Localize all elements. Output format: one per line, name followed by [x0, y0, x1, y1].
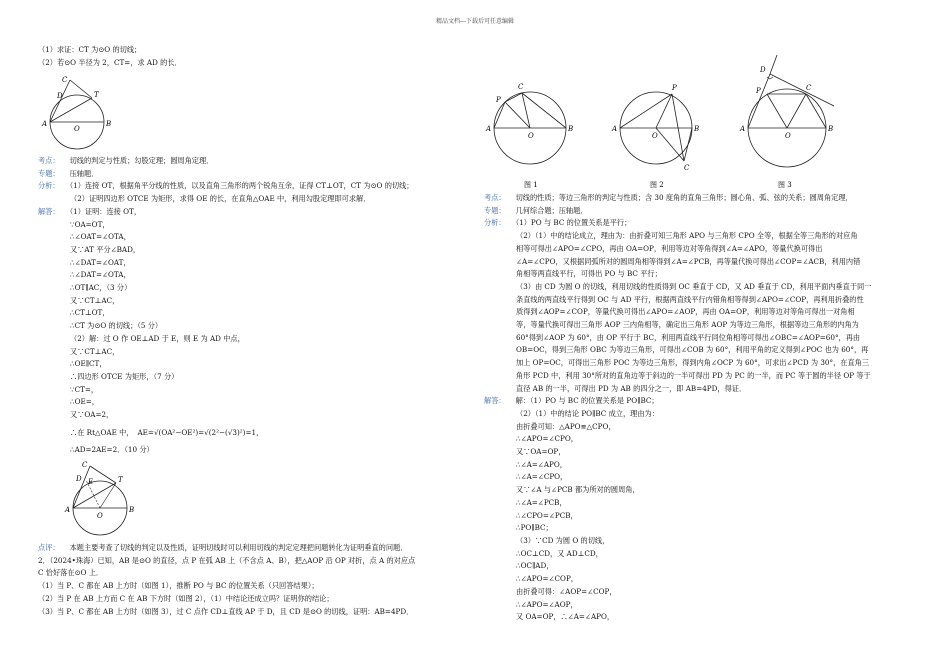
- label-d: D: [760, 66, 766, 74]
- label-b: B: [828, 125, 834, 133]
- sol-line: （2）解：过 O 作 OE⊥AD 于 E，则 E 为 AD 中点，: [70, 333, 245, 343]
- sol-line: 解：（1）PO 与 BC 的位置关系是 PO∥BC；: [515, 396, 659, 406]
- label-c: C: [806, 84, 812, 92]
- label-a: A: [42, 120, 48, 128]
- figure-circle-tangent: [36, 70, 131, 152]
- sol-line: 又∵∠A 与∠PCB 都为所对的圆周角，: [516, 485, 640, 495]
- p2-q2: （2）当 P 在 AB 上方而 C 在 AB 下方时（如图 2），（1）中结论还成立吗？证明你的结论；: [38, 593, 334, 603]
- q2-text: （2）若⊙O 半径为 2，CT=，求 AD 的长．: [38, 57, 182, 67]
- label-b: B: [694, 125, 700, 133]
- sol-line: ∵OA=OT，: [70, 219, 110, 229]
- fenxi-line-1: （1）连接 OT，根据角平分线的性质，以及直角三角形的两个锐角互余，证得 CT⊥OT，CT 为⊙O 的切线；: [69, 181, 414, 191]
- figure-circle-tangent-2: [62, 458, 142, 540]
- fenxi-label: 分析：: [484, 218, 506, 228]
- sol-line: 又∵CT⊥AC，: [70, 295, 120, 305]
- formula-ae: AE=√(OA²−OE²)=√(2²−(√3)²)=1，: [137, 427, 264, 437]
- fenxi-line-2: （2）证明四边形 OTCE 为矩形，求得 OE 的长，在直角△OAE 中，利用勾股定理即可求解．: [70, 194, 371, 204]
- fenxi-line: 质得到∠AOP=∠COP，等量代换可得出∠APO=∠AOP，再由 OA=OP，利用等边对等角可得出一对角相: [516, 307, 855, 317]
- sol-line: 又∵CT⊥AC，: [70, 346, 120, 356]
- zhuanti-label: 专题：: [38, 168, 60, 178]
- label-t: T: [118, 476, 123, 484]
- label-c: C: [518, 83, 524, 91]
- label-d: D: [76, 475, 82, 483]
- label-p: P: [672, 84, 677, 92]
- label-a: A: [486, 125, 492, 133]
- sol-line: 又∵AT 平分∠BAD，: [70, 244, 141, 254]
- p2-q1: （1）当 P、C 都在 AB 上方时（如图 1），推断 PO 与 BC 的位置关系（只回答结果）；: [38, 581, 319, 591]
- sol-line: ∴∠DAT=∠OTA，: [70, 270, 131, 280]
- kaodian-label: 考点：: [38, 156, 60, 165]
- fenxi-line: 条直线的两直线平行得到 OC 与 AD 平行，根据两直线平行内错角相等得到∠APO=∠COP，再利用折叠的性: [516, 294, 864, 304]
- label-o: O: [528, 132, 534, 140]
- p2-title: 2．（2024•珠海）已知，AB 是⊙O 的直径，点 P 在弧 AB 上（不含点 A、B），把△AOP 沿 OP 对折，点 A 的对应点: [38, 555, 416, 565]
- sol-line: ∴∠CPO=∠PCB，: [516, 510, 578, 520]
- fenxi-line: 角相等两直线平行，可得出 PO 与 BC 平行；: [516, 269, 662, 279]
- fenxi-line: （3）由 CD 为圆 O 的切线，利用切线的性质得到 OC 垂直于 CD，又 AD 垂直于 CD，利用平面内垂直于同一: [516, 281, 872, 291]
- p2-title-2: C 恰好落在⊙O 上．: [38, 568, 104, 578]
- left-analysis: [38, 155, 478, 456]
- kaodian-text: 切线的判定与性质；勾股定理；圆周角定理．: [69, 156, 214, 165]
- label-o: O: [785, 132, 791, 140]
- jieda-label: 解答：: [484, 396, 506, 406]
- fenxi-line: 相等可得出∠APO=∠CPO，再由 OA=OP，利用等边对等角得到∠A=∠APO，等量代换可得出: [516, 243, 823, 253]
- sol-line: ∵CT=，: [70, 384, 99, 394]
- fenxi-line: 60°得到∠AOP 为 60°，由 OP 平行于 BC，利用两直线平行同位角相等可得出∠OBC=∠AOP=60°，再由: [516, 332, 861, 342]
- fenxi-line: （1）PO 与 BC 的位置关系是平行；: [515, 218, 632, 228]
- fenxi-line: 角形 PCD 中，利用 30°所对的直角边等于斜边的一半可得出 PD 为 PC 的一半，而 PC 等于圆的半径 OP 等于: [516, 370, 871, 380]
- jieda-label: 解答：: [38, 206, 60, 216]
- kaodian-label: 考点：: [484, 193, 506, 202]
- figure-1: [484, 72, 594, 190]
- page-header: 精品文档---下载后可任意编辑: [435, 18, 515, 25]
- q1-text: （1）求证：CT 为⊙O 的切线；: [38, 45, 142, 54]
- rt-line: ∴在 Rt△OAE 中，: [70, 427, 134, 437]
- label-d: D: [57, 92, 63, 100]
- sol-line: 又∵OA=OP，: [516, 447, 566, 457]
- sol-line: ∴∠APO=∠COP，: [516, 574, 578, 584]
- sol-line: 由折叠可得：∠AOP=∠COP，: [516, 586, 617, 596]
- label-b: B: [106, 120, 112, 128]
- sol-line: ∴∠A=∠CPO，: [516, 472, 568, 482]
- label-c: C: [82, 461, 88, 469]
- fenxi-line: 直径 AB 的一半，可得出 PD 为 AB 的四分之一，即 AB=4PD，得证．: [516, 383, 747, 393]
- label-o: O: [652, 132, 658, 140]
- label-p: P: [756, 87, 761, 95]
- sol-line: ∴四边形 OTCE 为矩形，（7 分）: [70, 371, 179, 381]
- kaodian-text: 切线的性质；等边三角形的判定与性质；含 30 度角的直角三角形；圆心角、弧、弦的关系；圆周角定理．: [515, 193, 853, 202]
- sol-line: 又 OA=OP，∴∠A=∠APO，: [516, 612, 615, 622]
- sol-line: ∴OC⊥CD，又 AD⊥CD，: [516, 548, 603, 558]
- sol-line: ∴∠A=∠APO，: [516, 459, 567, 469]
- right-column: [484, 192, 924, 624]
- p2-q3: （3）当 P、C 都在 AB 上方时（如图 3），过 C 点作 CD⊥直线 AP 于 D，且 CD 是⊙O 的切线，证明：AB=4PD．: [38, 606, 414, 616]
- sol-line: ∴CT 为⊙O 的切线；（5 分）: [70, 321, 163, 331]
- sol-line: （2）（1）中的结论 PO∥BC 成立，理由为：: [516, 408, 659, 418]
- sol-line: ∴∠A=∠PCB，: [516, 497, 567, 507]
- label-o: O: [97, 512, 103, 520]
- dianping-label: 点评：: [38, 543, 60, 552]
- sol-line: 又∵OA=2，: [70, 410, 114, 420]
- caption-fig-3: 图 3: [778, 181, 792, 189]
- fenxi-line: 加上 OP=OC，可得出三角形 POC 为等边三角形，得到内角∠OCP 为 60°，可求出∠PCD 为 30°，在直角三: [516, 358, 870, 368]
- label-e: E: [88, 478, 94, 486]
- sol-line: ∴OT∥AC，（3 分）: [70, 283, 132, 293]
- zhuanti-text: 压轴题．: [69, 168, 99, 178]
- sol-line: ∴OE=，: [70, 397, 99, 407]
- left-column: [38, 44, 468, 69]
- caption-fig-1: 图 1: [524, 181, 538, 189]
- zhuanti-label: 专题：: [484, 205, 506, 215]
- sol-line: ∴CT⊥OT，: [70, 308, 110, 318]
- label-b: B: [568, 125, 574, 133]
- label-a: A: [740, 125, 746, 133]
- sol-line: ∴OE∥CT，: [70, 359, 107, 369]
- fenxi-line: ∠A=∠CPO，又根据同弧所对的圆周角相等得到∠A=∠PCB，再等量代换可得出∠COP=∠ACB，利用内错: [516, 256, 861, 266]
- label-a: A: [65, 506, 71, 514]
- caption-fig-2: 图 2: [650, 181, 664, 189]
- label-c: C: [62, 76, 68, 84]
- sol-line: ∴PO∥BC；: [516, 523, 553, 533]
- sol-line: 由折叠可知：△APO≌△CPO，: [516, 421, 616, 431]
- sol-line: ∴∠APO=∠AOP，: [516, 599, 578, 609]
- label-a: A: [612, 125, 618, 133]
- left-footer: [38, 542, 478, 618]
- sol-line: ∴∠APO=∠CPO，: [516, 434, 578, 444]
- label-p: P: [496, 96, 501, 104]
- figure-3: [730, 52, 850, 190]
- ad-line: ∴AD=2AE=2．（10 分）: [70, 444, 154, 454]
- sol-line: ∴∠DAT=∠OAT，: [70, 257, 131, 267]
- dianping-text: 本题主要考查了切线的判定以及性质，证明切线时可以利用切线的判定定理把问题转化为证明垂直的问题．: [69, 543, 408, 552]
- sol-line: ∴OC∥AD，: [516, 561, 554, 571]
- sol-line: ∴∠OAT=∠OTA，: [70, 232, 131, 242]
- label-o: O: [74, 125, 80, 133]
- figure-2: [606, 72, 716, 190]
- sol-line: （3）∵CD 为圆 O 的切线，: [516, 535, 610, 545]
- fenxi-label: 分析：: [38, 181, 60, 191]
- label-b: B: [129, 506, 135, 514]
- sol-line: （1）证明：连接 OT，: [69, 206, 142, 216]
- fenxi-line: （2）（1）中的结论成立，理由为：由折叠可知三角形 APO 与三角形 CPO 全等，根据全等三角形的对应角: [516, 231, 858, 241]
- fenxi-line: OB=OC，得到三角形 OBC 为等边三角形，可得出∠COB 为 60°，利用平角的定义得到∠POC 也为 60°，再: [516, 345, 869, 355]
- fenxi-line: 等，等量代换可得出三角形 AOP 三内角相等，确定出三角形 AOP 为等边三角形，根据等边三角形的内角为: [516, 320, 859, 330]
- label-t: T: [94, 91, 99, 99]
- zhuanti-text: 几何综合题；压轴题．: [515, 205, 588, 215]
- label-c: C: [684, 164, 690, 172]
